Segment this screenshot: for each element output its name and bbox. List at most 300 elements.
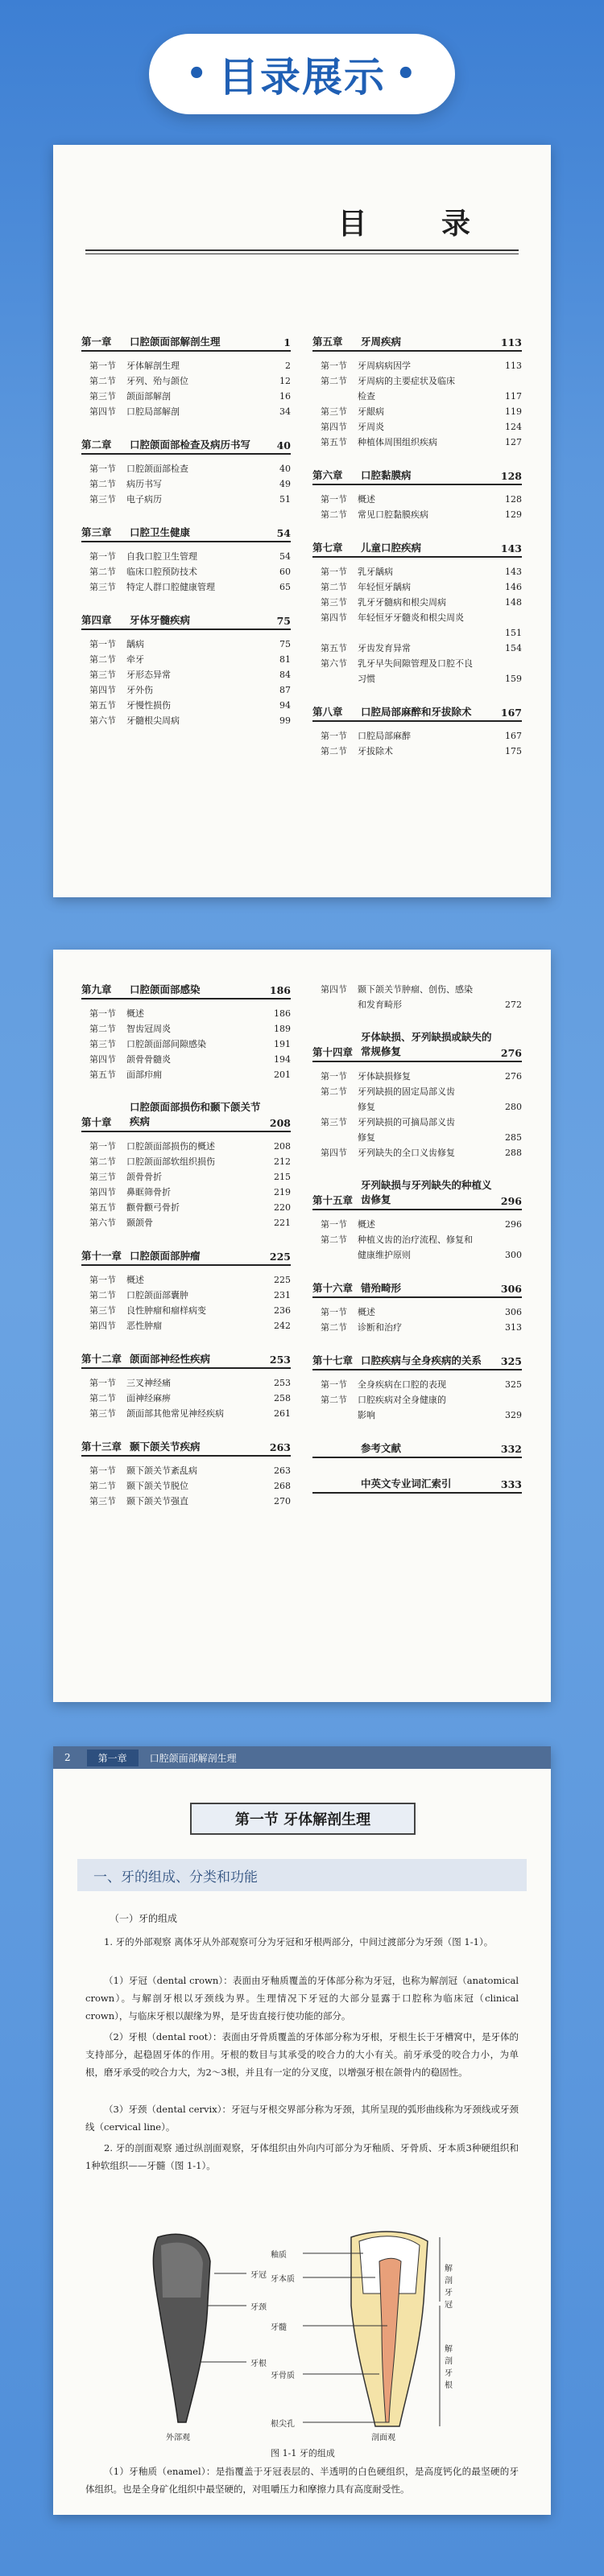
chapter-title: 口腔颌面部检查及病历书写 xyxy=(130,439,251,451)
section-entry[interactable] xyxy=(312,1247,522,1263)
section-number: 第二节 xyxy=(89,376,116,386)
section-entry[interactable] xyxy=(312,1115,522,1130)
section-number: 第一节 xyxy=(89,551,116,562)
chapter-number: 第十五章 xyxy=(312,1194,354,1206)
section-entry[interactable] xyxy=(81,358,291,373)
section-number: 第四节 xyxy=(89,685,116,695)
section-number: 第三节 xyxy=(321,406,347,417)
tooth-illustration xyxy=(110,2229,496,2438)
section-title: 牙列、殆与颌位 xyxy=(126,376,188,386)
section-entry[interactable] xyxy=(312,389,522,404)
toc-page-2 xyxy=(53,950,551,1702)
section-page: 242 xyxy=(274,1321,291,1331)
chapter-page: 333 xyxy=(500,1478,522,1490)
section-number: 第三节 xyxy=(89,670,116,680)
section-title: 龋病 xyxy=(126,639,144,649)
section-entry[interactable] xyxy=(312,1069,522,1084)
sub-subsection-title: （一）牙的组成 xyxy=(110,1913,178,1924)
section-entry[interactable] xyxy=(81,698,291,713)
section-title: 修复 xyxy=(358,1132,375,1143)
section-number: 第三节 xyxy=(89,1408,116,1419)
chapter-page: 253 xyxy=(269,1354,291,1366)
section-number: 第一节 xyxy=(321,1219,347,1230)
section-banner xyxy=(149,34,455,114)
section-page: 2 xyxy=(285,361,291,371)
paragraph: 1. 牙的外部观察 离体牙从外部观察可分为牙冠和牙根两部分，中间过渡部分为牙颈（图 1-1）。 xyxy=(104,1936,494,1947)
section-title: 牙龈病 xyxy=(358,406,384,417)
section-title: 颞下颌关节紊乱病 xyxy=(126,1465,197,1476)
section-number: 第四节 xyxy=(321,422,347,432)
section-page: 54 xyxy=(279,551,291,562)
chapter-entry[interactable] xyxy=(81,1439,291,1457)
section-entry[interactable] xyxy=(81,1272,291,1288)
chapter-title: 牙体缺损、牙列缺损或缺失的常规修复 xyxy=(361,1031,492,1057)
chapter-entry[interactable] xyxy=(312,1030,522,1062)
section-page: 296 xyxy=(505,1219,522,1230)
chapter-page: 208 xyxy=(269,1117,291,1129)
section-page: 119 xyxy=(505,406,522,417)
chapter-page: 40 xyxy=(276,439,291,451)
toc-chapter xyxy=(312,1178,522,1263)
section-entry[interactable] xyxy=(81,492,291,507)
page-number: 2 xyxy=(64,1752,71,1763)
section-page: 99 xyxy=(279,715,291,726)
chapter-number: 第十三章 xyxy=(81,1440,122,1453)
section-number: 第二节 xyxy=(89,479,116,489)
section-title: 牙形态异常 xyxy=(126,670,171,680)
section-entry[interactable] xyxy=(81,461,291,476)
section-entry[interactable] xyxy=(312,625,522,641)
chapter-number: 第九章 xyxy=(81,983,112,995)
section-entry[interactable] xyxy=(81,667,291,682)
section-page: 167 xyxy=(505,731,522,741)
toc-chapter xyxy=(81,612,291,728)
chapter-entry[interactable] xyxy=(312,1476,522,1494)
section-number: 第二节 xyxy=(321,1395,347,1405)
section-entry[interactable] xyxy=(81,713,291,728)
section-entry[interactable] xyxy=(312,641,522,656)
section-entry[interactable] xyxy=(312,1377,522,1392)
section-page: 263 xyxy=(274,1465,291,1476)
sample-page xyxy=(53,1746,551,2515)
section-number xyxy=(321,389,358,404)
section-entry[interactable] xyxy=(81,1139,291,1154)
chapter-entry[interactable] xyxy=(81,525,291,542)
section-number xyxy=(321,1408,358,1423)
section-page: 300 xyxy=(505,1250,522,1260)
section-title: 概述 xyxy=(358,1219,375,1230)
section-title: 口腔颌面部检查 xyxy=(126,464,188,474)
chapter-title: 口腔局部麻醉和牙拔除术 xyxy=(361,706,472,718)
section-number: 第四节 xyxy=(89,1187,116,1197)
label-pulp: 牙髓 xyxy=(271,2323,287,2332)
section-title: 乳牙龋病 xyxy=(358,567,393,577)
toc-column-right xyxy=(312,334,522,777)
section-entry[interactable] xyxy=(312,982,522,997)
section-entry[interactable] xyxy=(312,744,522,759)
section-entry[interactable] xyxy=(81,1406,291,1421)
section-number: 第一节 xyxy=(321,1071,347,1082)
chapter-entry[interactable] xyxy=(81,612,291,630)
section-number: 第五节 xyxy=(89,1070,116,1080)
section-title: 牙体解剖生理 xyxy=(126,361,180,371)
section-page: 236 xyxy=(274,1305,291,1316)
section-number: 第六节 xyxy=(321,658,347,669)
section-page: 75 xyxy=(279,639,291,649)
section-entry[interactable] xyxy=(81,1169,291,1185)
section-page: 40 xyxy=(279,464,291,474)
toc-chapter xyxy=(312,1030,522,1160)
section-number: 第二节 xyxy=(321,1322,347,1333)
section-title: 概述 xyxy=(126,1008,144,1019)
section-entry[interactable] xyxy=(312,656,522,671)
section-page: 84 xyxy=(279,670,291,680)
section-number: 第六节 xyxy=(89,715,116,726)
toc-heading: 目 录 xyxy=(337,207,503,241)
section-page: 272 xyxy=(505,999,522,1010)
section-title: 颞下颌关节强直 xyxy=(126,1496,188,1506)
label-dentin: 牙本质 xyxy=(271,2275,295,2284)
chapter-title: 错殆畸形 xyxy=(361,1282,402,1294)
section-entry[interactable] xyxy=(312,1145,522,1160)
section-entry[interactable] xyxy=(312,1408,522,1423)
chapter-page: 128 xyxy=(500,470,522,482)
section-number xyxy=(321,997,358,1012)
section-entry[interactable] xyxy=(312,1084,522,1099)
section-page xyxy=(499,656,522,671)
section-number: 第二节 xyxy=(89,1393,116,1403)
section-page: 288 xyxy=(505,1148,522,1158)
chapter-entry[interactable] xyxy=(312,334,522,352)
section-title: 牙髓根尖周病 xyxy=(126,715,180,726)
chapter-title: 儿童口腔疾病 xyxy=(361,542,422,554)
section-page: 208 xyxy=(274,1141,291,1152)
section-number: 第四节 xyxy=(321,1148,347,1158)
section-page xyxy=(499,1392,522,1408)
chapter-label: 第一章 xyxy=(87,1750,139,1766)
section-entry[interactable] xyxy=(81,1067,291,1082)
section-title: 牙外伤 xyxy=(126,685,153,695)
section-entry[interactable] xyxy=(312,404,522,419)
section-entry[interactable] xyxy=(312,507,522,522)
section-title: 口腔颌面部囊肿 xyxy=(126,1290,188,1300)
section-page: 175 xyxy=(505,746,522,756)
chapter-page: 306 xyxy=(500,1283,522,1295)
chapter-page: 54 xyxy=(276,527,291,539)
section-title: 牙周病的主要症状及临床 xyxy=(358,376,455,386)
section-entry[interactable] xyxy=(312,671,522,686)
section-entry[interactable] xyxy=(312,1304,522,1320)
section-entry[interactable] xyxy=(81,652,291,667)
section-title: 面神经麻痹 xyxy=(126,1393,171,1403)
toc-chapter xyxy=(312,468,522,522)
section-entry[interactable] xyxy=(81,404,291,419)
section-page: 128 xyxy=(505,494,522,505)
section-entry[interactable] xyxy=(81,1052,291,1067)
paragraph: （2）牙根（dental root）：表面由牙骨质覆盖的牙体部分称为牙根，牙根生长于牙槽窝中，是牙体的支持部分，起稳固牙体的作用。牙根的数目与其承受的咬合力的大小有关。前牙承受的咬合力小，为单根，磨牙承受的咬合力大，为2～3根，并且有一定的分叉度，以增强牙根在颌骨内的稳固性。 xyxy=(85,2031,519,2078)
section-page: 143 xyxy=(505,567,522,577)
section-page: 189 xyxy=(274,1024,291,1034)
chapter-page: 332 xyxy=(500,1443,522,1455)
section-title: 第一节 牙体解剖生理 xyxy=(190,1803,416,1835)
toc-column-left xyxy=(81,334,291,746)
toc-chapter xyxy=(81,525,291,595)
section-entry[interactable] xyxy=(312,435,522,450)
label-section-view: 剖面观 xyxy=(371,2434,395,2442)
section-entry[interactable] xyxy=(81,1037,291,1052)
section-number: 第二节 xyxy=(89,1156,116,1167)
section-title: 概述 xyxy=(358,494,375,505)
section-page: 221 xyxy=(274,1218,291,1228)
section-entry[interactable] xyxy=(81,1494,291,1509)
section-number: 第三节 xyxy=(89,1305,116,1316)
section-page: 258 xyxy=(274,1393,291,1403)
section-page: 231 xyxy=(274,1290,291,1300)
section-page: 87 xyxy=(279,685,291,695)
section-entry[interactable] xyxy=(81,1375,291,1391)
paragraph: （1）牙釉质（enamel）：是指覆盖于牙冠表层的、半透明的白色硬组织，是高度钙化的最坚硬的牙体组织。也是全身矿化组织中最坚硬的，对咀嚼压力和摩擦力具有高度耐受性。 xyxy=(85,2466,519,2495)
chapter-page: 113 xyxy=(500,336,522,348)
toc-chapter xyxy=(81,1439,291,1509)
section-number: 第二节 xyxy=(321,582,347,592)
section-number: 第二节 xyxy=(321,509,347,520)
section-title: 牙列缺损的固定局部义齿 xyxy=(358,1086,455,1097)
section-title: 智齿冠周炎 xyxy=(126,1024,171,1034)
section-number: 第四节 xyxy=(89,1054,116,1065)
section-number: 第一节 xyxy=(321,1379,347,1390)
chapter-page: 167 xyxy=(500,707,522,719)
section-number: 第二节 xyxy=(89,654,116,665)
label-anatomical-root: 解剖牙根 xyxy=(445,2345,453,2390)
section-number: 第三节 xyxy=(89,582,116,592)
section-title: 年轻恒牙牙髓炎和根尖周炎 xyxy=(358,612,464,623)
section-entry[interactable] xyxy=(312,1130,522,1145)
section-number: 第一节 xyxy=(321,494,347,505)
section-page: 127 xyxy=(505,437,522,447)
section-number: 第五节 xyxy=(321,643,347,653)
chapter-number: 第十二章 xyxy=(81,1353,122,1365)
section-number: 第一节 xyxy=(321,361,347,371)
chapter-entry[interactable] xyxy=(312,1280,522,1298)
section-entry[interactable] xyxy=(312,1392,522,1408)
section-title: 概述 xyxy=(358,1307,375,1317)
section-number: 第四节 xyxy=(321,612,347,623)
chapter-entry[interactable] xyxy=(312,1353,522,1370)
section-title: 三叉神经痛 xyxy=(126,1378,171,1388)
section-entry[interactable] xyxy=(312,419,522,435)
chapter-page: 276 xyxy=(500,1047,522,1059)
section-title xyxy=(358,625,499,641)
section-page: 219 xyxy=(274,1187,291,1197)
section-page: 194 xyxy=(274,1054,291,1065)
section-entry[interactable] xyxy=(312,1217,522,1232)
section-page: 12 xyxy=(279,376,291,386)
section-title: 特定人群口腔健康管理 xyxy=(126,582,215,592)
section-number: 第一节 xyxy=(321,567,347,577)
section-entry[interactable] xyxy=(81,549,291,564)
toc-chapter xyxy=(81,1351,291,1421)
chapter-title: 牙周疾病 xyxy=(361,336,402,348)
toc-chapter xyxy=(312,1440,522,1458)
chapter-entry[interactable] xyxy=(312,1178,522,1210)
section-title: 恶性肿瘤 xyxy=(126,1321,162,1331)
label-cementum: 牙骨质 xyxy=(271,2372,295,2380)
section-number: 第三节 xyxy=(89,1496,116,1506)
chapter-page: 143 xyxy=(500,542,522,554)
toc-chapter xyxy=(81,334,291,419)
section-title: 牙体缺损修复 xyxy=(358,1071,411,1082)
paragraph: 2. 牙的剖面观察 通过纵剖面观察，牙体组织由外向内可部分为牙釉质、牙骨质、牙本质3种硬组织和1种软组织——牙髓（图 1-1）。 xyxy=(85,2142,519,2171)
section-page xyxy=(499,610,522,625)
toc-chapter xyxy=(312,334,522,450)
section-title: 口腔颌面部软组织损伤 xyxy=(126,1156,215,1167)
section-title: 牙齿发育异常 xyxy=(358,643,411,653)
section-number: 第一节 xyxy=(321,1307,347,1317)
section-page: 65 xyxy=(279,582,291,592)
section-title: 临床口腔预防技术 xyxy=(126,567,197,577)
chapter-number: 第十六章 xyxy=(312,1282,354,1294)
section-title: 自我口腔卫生管理 xyxy=(126,551,197,562)
section-number: 第一节 xyxy=(89,1141,116,1152)
chapter-number: 第七章 xyxy=(312,542,343,554)
section-page: 60 xyxy=(279,567,291,577)
section-page xyxy=(499,1232,522,1247)
toc-chapter xyxy=(312,1353,522,1423)
chapter-page: 75 xyxy=(276,615,291,627)
section-entry[interactable] xyxy=(81,1288,291,1303)
chapter-title: 牙列缺损与牙列缺失的种植义齿修复 xyxy=(361,1179,492,1206)
section-number: 第二节 xyxy=(89,1481,116,1491)
section-entry[interactable] xyxy=(312,564,522,579)
section-title: 全身疾病在口腔的表现 xyxy=(358,1379,446,1390)
chapter-entry[interactable] xyxy=(81,982,291,999)
section-title: 病历书写 xyxy=(126,479,162,489)
section-entry[interactable] xyxy=(81,1463,291,1478)
section-page xyxy=(499,373,522,389)
section-entry[interactable] xyxy=(81,579,291,595)
section-entry[interactable] xyxy=(81,1318,291,1333)
section-number xyxy=(321,671,358,686)
running-header xyxy=(53,1746,551,1769)
section-page: 215 xyxy=(274,1172,291,1182)
label-external-view: 外部观 xyxy=(166,2434,190,2442)
section-number: 第二节 xyxy=(89,1290,116,1300)
section-entry[interactable] xyxy=(81,1391,291,1406)
chapter-entry[interactable] xyxy=(81,1100,291,1132)
section-page: 151 xyxy=(505,628,522,638)
chapter-entry[interactable] xyxy=(312,540,522,558)
chapter-entry[interactable] xyxy=(312,704,522,722)
section-number: 第一节 xyxy=(89,1465,116,1476)
chapter-title: 口腔颌面部解剖生理 xyxy=(130,336,221,348)
section-title: 牙周病病因学 xyxy=(358,361,411,371)
section-entry[interactable] xyxy=(312,358,522,373)
section-number: 第六节 xyxy=(89,1218,116,1228)
section-number: 第二节 xyxy=(89,1024,116,1034)
section-entry[interactable] xyxy=(312,728,522,744)
section-page: 186 xyxy=(274,1008,291,1019)
section-page: 220 xyxy=(274,1202,291,1213)
section-entry[interactable] xyxy=(312,1320,522,1335)
section-number: 第三节 xyxy=(89,494,116,505)
chapter-title: 口腔卫生健康 xyxy=(130,526,191,538)
section-entry[interactable] xyxy=(81,476,291,492)
label-root: 牙根 xyxy=(250,2360,267,2368)
chapter-entry[interactable] xyxy=(81,1248,291,1266)
section-entry[interactable] xyxy=(312,492,522,507)
section-entry[interactable] xyxy=(312,1232,522,1247)
chapter-entry[interactable] xyxy=(81,334,291,352)
toc-chapter xyxy=(312,982,522,1012)
section-entry[interactable] xyxy=(312,579,522,595)
chapter-entry[interactable] xyxy=(81,1351,291,1369)
label-anatomical-crown: 解剖牙冠 xyxy=(445,2265,453,2310)
section-entry[interactable] xyxy=(81,373,291,389)
section-entry[interactable] xyxy=(81,1021,291,1037)
chapter-entry[interactable] xyxy=(81,437,291,455)
chapter-number: 第十章 xyxy=(81,1116,112,1128)
section-page: 261 xyxy=(274,1408,291,1419)
section-page: 113 xyxy=(505,361,522,371)
section-title: 颞颌骨 xyxy=(126,1218,153,1228)
section-number: 第三节 xyxy=(321,597,347,608)
chapter-entry[interactable] xyxy=(312,468,522,485)
section-page: 124 xyxy=(505,422,522,432)
section-number: 第二节 xyxy=(321,376,347,386)
section-number: 第五节 xyxy=(321,437,347,447)
section-entry[interactable] xyxy=(81,1200,291,1215)
section-number: 第二节 xyxy=(89,567,116,577)
chapter-number: 第一章 xyxy=(81,336,112,348)
chapter-entry[interactable] xyxy=(312,1440,522,1458)
chapter-number: 第十七章 xyxy=(312,1354,354,1366)
section-entry[interactable] xyxy=(81,1478,291,1494)
section-entry[interactable] xyxy=(81,389,291,404)
chapter-number: 第六章 xyxy=(312,469,343,481)
chapter-number: 第三章 xyxy=(81,526,112,538)
section-page: 94 xyxy=(279,700,291,711)
toc-column-right xyxy=(312,982,522,1511)
section-entry[interactable] xyxy=(312,1099,522,1115)
section-page: 285 xyxy=(505,1132,522,1143)
section-title: 修复 xyxy=(358,1102,375,1112)
section-title: 影响 xyxy=(358,1410,375,1420)
section-entry[interactable] xyxy=(81,1215,291,1230)
chapter-page: 296 xyxy=(500,1195,522,1207)
section-entry[interactable] xyxy=(312,997,522,1012)
section-page: 51 xyxy=(279,494,291,505)
section-page: 34 xyxy=(279,406,291,417)
section-title: 口腔局部解剖 xyxy=(126,406,180,417)
section-entry[interactable] xyxy=(81,1154,291,1169)
section-entry[interactable] xyxy=(312,610,522,625)
section-entry[interactable] xyxy=(81,682,291,698)
chapter-page: 1 xyxy=(283,336,291,348)
section-title: 牙列缺损的可摘局部义齿 xyxy=(358,1117,455,1127)
section-entry[interactable] xyxy=(312,373,522,389)
section-entry[interactable] xyxy=(81,1006,291,1021)
section-entry[interactable] xyxy=(81,564,291,579)
section-page: 306 xyxy=(505,1307,522,1317)
section-entry[interactable] xyxy=(312,595,522,610)
label-apical-foramen: 根尖孔 xyxy=(271,2420,295,2429)
section-title: 种植体周围组织疾病 xyxy=(358,437,437,447)
section-entry[interactable] xyxy=(81,1185,291,1200)
section-page: 81 xyxy=(279,654,291,665)
figure-caption: 图 1-1 牙的组成 xyxy=(271,2448,335,2459)
section-entry[interactable] xyxy=(81,637,291,652)
section-entry[interactable] xyxy=(81,1303,291,1318)
